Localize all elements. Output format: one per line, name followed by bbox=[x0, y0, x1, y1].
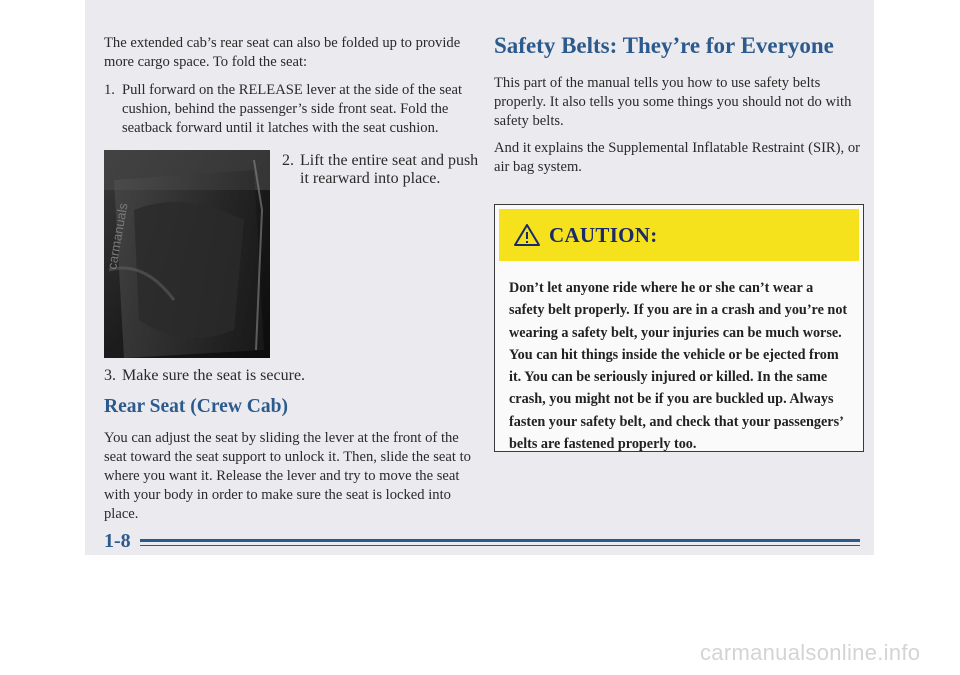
seat-photo bbox=[104, 150, 270, 358]
intro-paragraph: The extended cab’s rear seat can also be folded up to provide more cargo space. To fold the seat: bbox=[104, 35, 461, 70]
rear-seat-heading: Rear Seat (Crew Cab) bbox=[104, 396, 288, 417]
photo-watermark: carmanuals bbox=[104, 201, 131, 271]
intro-paragraph-1: This part of the manual tells you how to use safety belts properly. It also tells you some things you should not do with safety belts. bbox=[494, 75, 852, 129]
left-column bbox=[104, 34, 479, 524]
page-number: 1-8 bbox=[104, 530, 131, 552]
step-text: Lift the entire seat and push it rearward into place. bbox=[300, 152, 479, 187]
step-text: Pull forward on the RELEASE lever at the side of the seat cushion, behind the passenger’s side front seat. Fold the seatback forward until it latches with the seat cushion. bbox=[122, 82, 463, 136]
step-number: 3. bbox=[104, 367, 116, 384]
warning-triangle-icon bbox=[513, 223, 541, 247]
step-3 bbox=[104, 367, 476, 385]
footer-rule bbox=[140, 539, 860, 542]
caution-title: CAUTION: bbox=[549, 222, 658, 247]
seat-photo-image bbox=[104, 150, 270, 358]
site-watermark: carmanualsonline.info bbox=[700, 640, 921, 665]
step-2 bbox=[282, 152, 490, 188]
right-column bbox=[494, 32, 866, 453]
caution-text: Don’t let anyone ride where he or she can’t wear a safety belt properly. If you are in a crash and you’re not wearing a safety belt, your injuries can be much worse. You can hit things inside the vehicle or be ejected from it. You can be seriously injured or killed. In the same crash, you might not be if you are buckled up. Always fasten your safety belt, and check that your passengers’ belts are fastened properly too. bbox=[509, 280, 848, 453]
step-number: 2. bbox=[282, 152, 294, 169]
caution-header bbox=[499, 209, 859, 261]
rear-seat-paragraph: You can adjust the seat by sliding the lever at the front of the seat toward the seat support to unlock it. Then, slide the seat to where you want it. Release the lever and try to move the seat with your body in order to make sure the seat is locked into place. bbox=[104, 430, 471, 522]
step-text: Make sure the seat is secure. bbox=[122, 367, 306, 384]
photo-row bbox=[104, 150, 479, 362]
step-1 bbox=[104, 81, 476, 138]
page-footer bbox=[104, 530, 864, 550]
intro-paragraph-2: And it explains the Supplemental Inflatable Restraint (SIR), or air bag system. bbox=[494, 140, 860, 175]
footer-rule-thin bbox=[140, 545, 860, 546]
section-heading: Safety Belts: They’re for Everyone bbox=[494, 33, 834, 58]
step-number: 1. bbox=[104, 82, 115, 98]
caution-box bbox=[494, 204, 864, 452]
steps-list bbox=[104, 81, 476, 138]
